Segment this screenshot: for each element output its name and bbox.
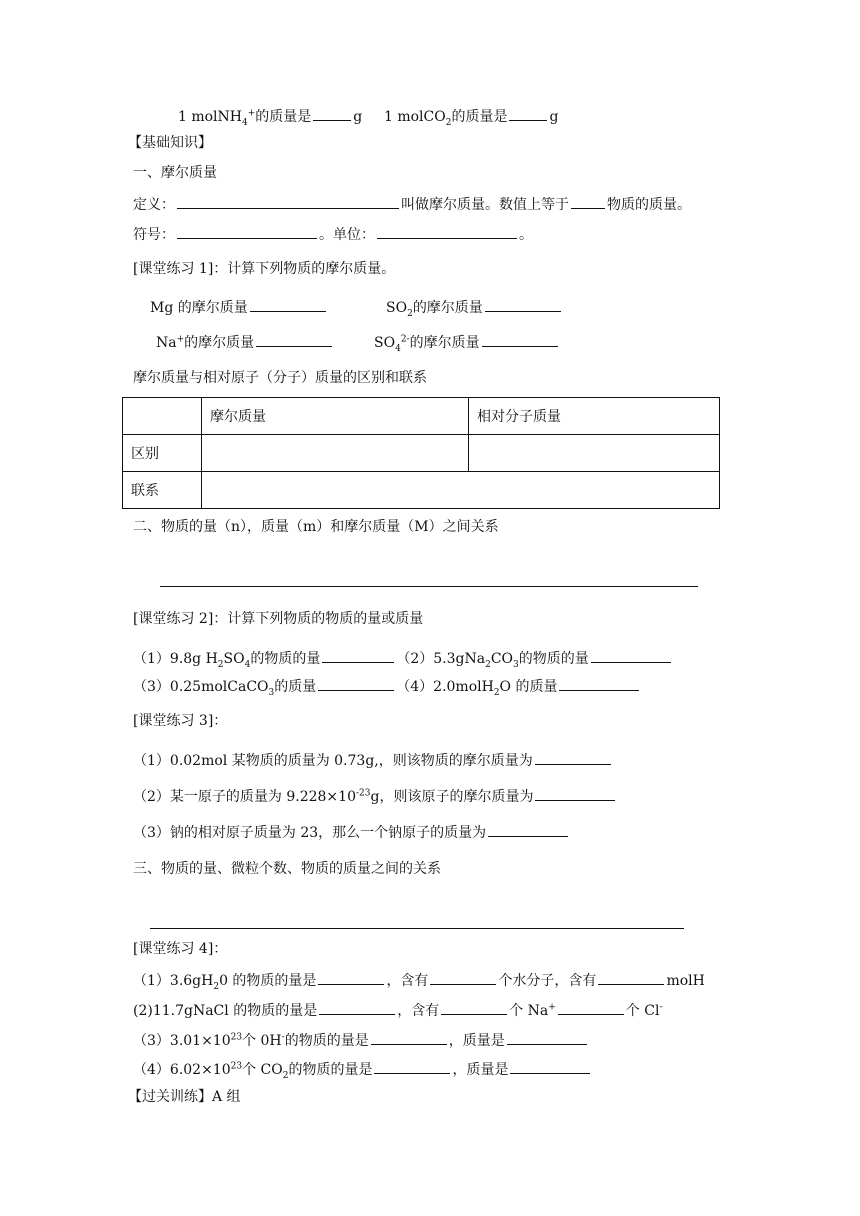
answer-blank[interactable] xyxy=(485,297,561,312)
symbol-unit-line: 符号： 。单位： 。 xyxy=(133,224,533,244)
answer-blank[interactable] xyxy=(441,1000,507,1015)
row-label-difference: 区别 xyxy=(123,435,202,472)
table-header-cell: 相对分子质量 xyxy=(469,398,720,435)
exercise2-row2: （3）0.25molCaCO$_3$的质量 （4）2.0molH$_2$O 的质量 xyxy=(133,676,641,696)
answer-blank[interactable] xyxy=(318,970,384,985)
heading-pass-training: 【过关训练】A 组 xyxy=(128,1089,241,1105)
answer-line[interactable] xyxy=(150,928,684,929)
quantity-blank[interactable] xyxy=(571,194,605,209)
exercise3-q3: （3）钠的相对原子质量为 23，那么一个钠原子的质量为 xyxy=(133,822,570,842)
answer-blank[interactable] xyxy=(430,970,496,985)
answer-blank[interactable] xyxy=(507,1030,587,1045)
exercise1-title: [课堂练习 1]：计算下列物质的摩尔质量。 xyxy=(133,261,396,277)
answer-line[interactable] xyxy=(160,586,698,587)
exercise4-q4: $(4)6.02\times 10^{23}$个 $CO_2$的物质的量是 ，质量是 xyxy=(133,1059,592,1079)
answer-blank[interactable] xyxy=(256,332,332,347)
section2-title: 二、物质的量（n），质量（m）和摩尔质量（M）之间关系 xyxy=(133,519,499,535)
so4-molar-mass: $SO_4^{2-}$的摩尔质量 xyxy=(374,332,560,352)
answer-blank[interactable] xyxy=(510,1059,590,1074)
table-header-row xyxy=(123,398,720,435)
answer-blank[interactable] xyxy=(374,1059,450,1074)
answer-blank[interactable] xyxy=(482,332,558,347)
answer-blank[interactable] xyxy=(591,648,671,663)
exercise4-q1: $(1)3.6gH_20$ 的物质的量是 ，含有 个水分子，含有 molH xyxy=(133,970,705,990)
exercise2-title: [课堂练习 2]：计算下列物质的物质的量或质量 xyxy=(133,611,424,627)
answer-blank[interactable] xyxy=(488,822,568,837)
exercise3-title: [课堂练习 3]： xyxy=(133,713,228,729)
answer-cell[interactable] xyxy=(469,435,720,472)
exercise4-q2: (2)11.7gNaCl 的物质的量是 ，含有 个 Na+ 个 Cl- xyxy=(133,1000,662,1020)
na-molar-mass: Na+的摩尔质量 xyxy=(156,332,334,352)
section1-title: 一、摩尔质量 xyxy=(133,165,217,181)
section3-title: 三、物质的量、微粒个数、物质的质量之间的关系 xyxy=(133,861,441,877)
symbol-blank[interactable] xyxy=(177,224,317,239)
answer-blank[interactable] xyxy=(535,786,615,801)
definition-line: 定义： 叫做摩尔质量。数值上等于 物质的质量。 xyxy=(133,194,691,214)
answer-blank[interactable] xyxy=(598,970,664,985)
molar-mass-nh4-line: 1 molNH$_4$+的质量是 g xyxy=(178,106,362,126)
answer-blank[interactable] xyxy=(319,1000,395,1015)
table-row xyxy=(123,435,720,472)
answer-blank[interactable] xyxy=(558,1000,624,1015)
table-header-cell xyxy=(123,398,202,435)
answer-blank[interactable] xyxy=(318,676,394,691)
answer-blank[interactable] xyxy=(371,1030,447,1045)
row-label-connection: 联系 xyxy=(123,472,202,509)
answer-blank[interactable] xyxy=(509,106,547,121)
answer-cell[interactable] xyxy=(202,435,469,472)
answer-blank[interactable] xyxy=(559,676,639,691)
exercise3-q2: （2）某一原子的质量为 $9.228\times 10^{-23}g$，则该原子的摩尔质量为 xyxy=(133,786,617,806)
compare-title: 摩尔质量与相对原子（分子）质量的区别和联系 xyxy=(133,370,427,386)
answer-blank[interactable] xyxy=(313,106,351,121)
exercise4-q3: $(3)3.01\times 10^{23}$个 0H-的物质的量是 ，质量是 xyxy=(133,1030,589,1050)
molar-mass-co2-line: 1 molCO$_2$的质量是 g xyxy=(384,106,558,126)
mg-molar-mass: Mg 的摩尔质量 xyxy=(150,297,328,317)
so2-molar-mass: $SO_2$的摩尔质量 xyxy=(386,297,563,317)
answer-blank[interactable] xyxy=(322,648,394,663)
comparison-table xyxy=(122,397,720,509)
table-row xyxy=(123,472,720,509)
table-header-cell: 摩尔质量 xyxy=(202,398,469,435)
answer-blank[interactable] xyxy=(535,750,611,765)
answer-blank[interactable] xyxy=(250,297,326,312)
unit-blank[interactable] xyxy=(377,224,517,239)
definition-blank[interactable] xyxy=(177,194,399,209)
exercise4-title: [课堂练习 4]： xyxy=(133,941,228,957)
heading-basic-knowledge: 【基础知识】 xyxy=(128,135,212,151)
exercise3-q1: （1）0.02mol 某物质的质量为 0.73g,，则该物质的摩尔质量为 xyxy=(133,750,613,770)
answer-cell[interactable] xyxy=(202,472,720,509)
exercise2-row1: （1）9.8g $H_2SO_4$的物质的量 $(2)5.3gNa_2CO_3$的物质的量 xyxy=(133,648,673,668)
